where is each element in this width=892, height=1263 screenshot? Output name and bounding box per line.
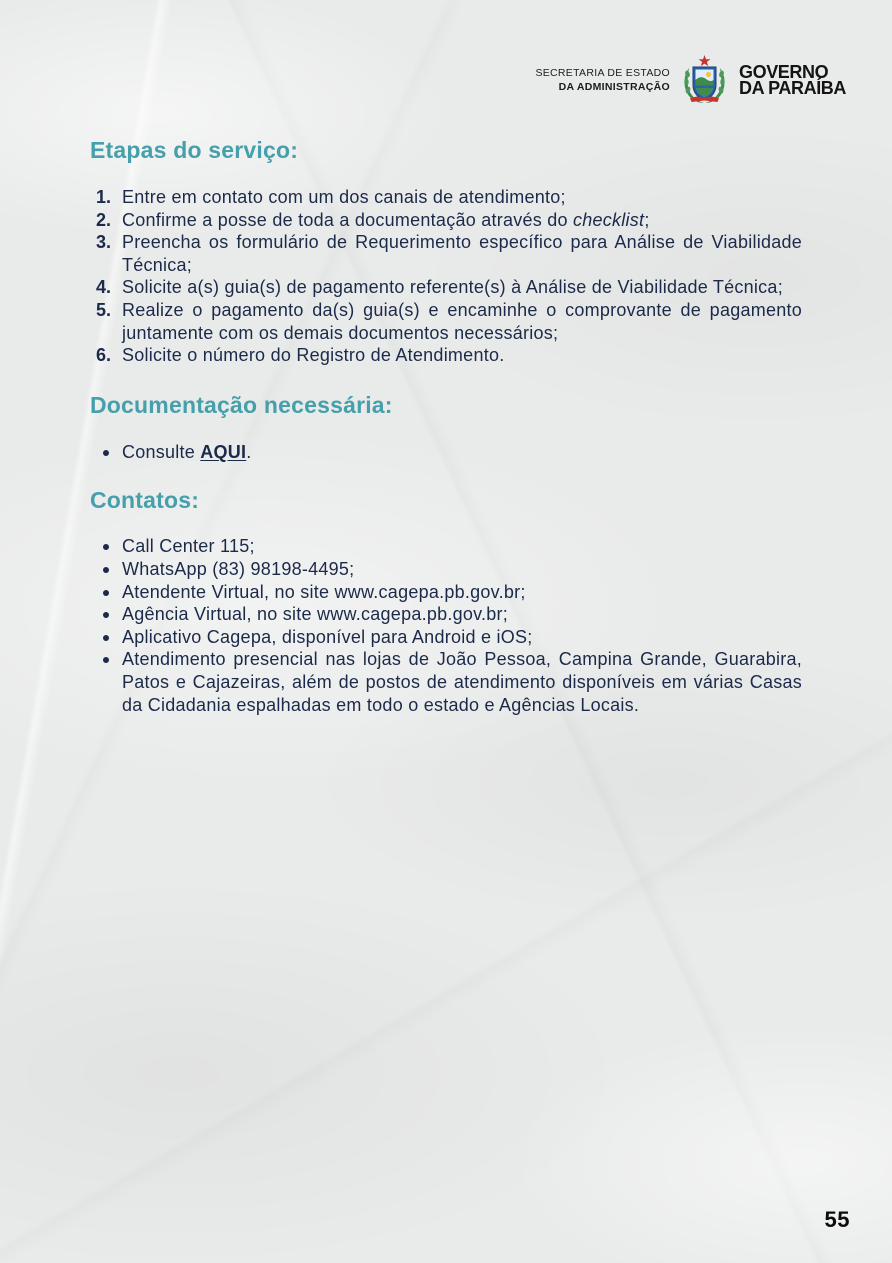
step-text: Entre em contato com um dos canais de atendimento;: [122, 187, 566, 207]
contact-text: Atendimento presencial nas lojas de João Pessoa, Campina Grande, Guarabira, Patos e Cajazeiras, além de postos de atendimento disponíveis em várias Casas da Cidadania espalhadas em todo o estado e Agências Locais.: [122, 649, 802, 715]
step-item: [90, 186, 802, 209]
documentation-list: [90, 441, 802, 464]
step-text: Solicite a(s) guia(s) de pagamento referente(s) à Análise de Viabilidade Técnica;: [122, 277, 783, 298]
contact-item: [90, 558, 802, 581]
step-item: [90, 344, 802, 367]
step-number: 3.: [96, 232, 112, 253]
contact-item: [90, 581, 802, 604]
contact-item: [90, 648, 802, 716]
contact-text: Agência Virtual, no site www.cagepa.pb.gov.br;: [122, 604, 509, 625]
step-item: [90, 209, 802, 232]
step-number: 4.: [96, 277, 112, 298]
steps-section-title: Etapas do serviço:: [90, 137, 299, 163]
step-item: [90, 276, 802, 299]
step-number: 2.: [96, 209, 112, 230]
contacts-list: [90, 535, 802, 716]
governo-logo-text: [739, 61, 846, 98]
aqui-link[interactable]: AQUI: [200, 441, 247, 462]
steps-list: [90, 186, 802, 367]
main-content: [90, 137, 802, 716]
step-item: [90, 231, 802, 276]
consult-text: Consulte: [122, 441, 201, 462]
paraiba-coat-of-arms-icon: [681, 54, 728, 106]
documentation-item: [90, 441, 802, 464]
consult-suffix: .: [246, 441, 252, 462]
contact-item: [90, 603, 802, 626]
contacts-section-title: Contatos:: [90, 487, 200, 514]
contact-item: [90, 535, 802, 558]
step-number: 6.: [96, 345, 112, 366]
contact-text: Aplicativo Cagepa, disponível para Android e iOS;: [122, 626, 533, 647]
step-text: Realize o pagamento da(s) guia(s) e encaminhe o comprovante de pagamento juntamente com os demais documentos necessários;: [122, 299, 802, 343]
step-text: Solicite o número do Registro de Atendimento.: [122, 345, 505, 366]
contact-item: [90, 626, 802, 649]
step-number: 1.: [96, 187, 112, 207]
contact-text: Call Center 115;: [122, 536, 255, 557]
secretariat-line1: SECRETARIA DE ESTADO: [535, 67, 670, 79]
checklist-italic: checklist: [573, 209, 645, 230]
step-item: [90, 299, 802, 344]
page-number: 55: [824, 1207, 850, 1232]
step-text: Preencha os formulário de Requerimento específico para Análise de Viabilidade Técnica;: [122, 232, 802, 275]
governo-line2: DA PARAÍBA: [739, 78, 846, 98]
secretariat-logo-text: [535, 66, 670, 94]
secretariat-line2: DA ADMINISTRAÇÃO: [558, 81, 670, 93]
header: [535, 54, 846, 106]
step-number: 5.: [96, 299, 112, 320]
documentation-section-title: Documentação necessária:: [90, 391, 393, 418]
governo-line1: GOVERNO: [739, 61, 829, 82]
contact-text: Atendente Virtual, no site www.cagepa.pb.gov.br;: [122, 581, 526, 602]
step-text: Confirme a posse de toda a documentação através do checklist;: [122, 209, 650, 230]
contact-text: WhatsApp (83) 98198-4495;: [122, 558, 355, 579]
